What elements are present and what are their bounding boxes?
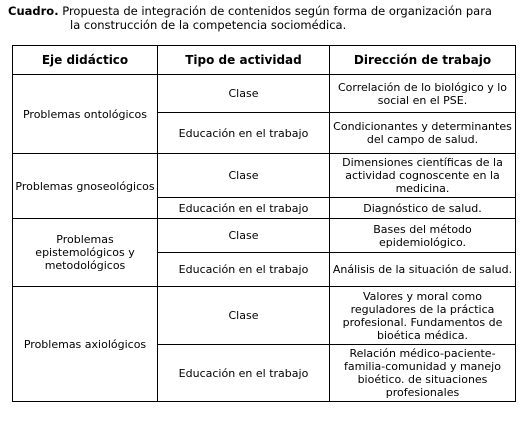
- caption-line1: Propuesta de integración de contenidos según forma de organización para: [58, 4, 492, 18]
- organization-table: [12, 45, 516, 402]
- eje-cell: Problemas gnoseológicos: [13, 154, 158, 219]
- table-row: [13, 287, 516, 345]
- tipo-cell: Educación en el trabajo: [158, 345, 330, 402]
- eje-cell: Problemas axiológicos: [13, 287, 158, 402]
- eje-cell: Problemas ontológicos: [13, 75, 158, 154]
- direccion-cell: Bases del método epidemiológico.: [330, 219, 516, 253]
- tipo-cell: Clase: [158, 75, 330, 113]
- header-eje: Eje didáctico: [13, 46, 158, 75]
- header-row: [13, 46, 516, 75]
- header-direccion: Dirección de trabajo: [330, 46, 516, 75]
- direccion-cell: Análisis de la situación de salud.: [330, 253, 516, 287]
- tipo-cell: Clase: [158, 219, 330, 253]
- header-tipo: Tipo de actividad: [158, 46, 330, 75]
- tipo-cell: Educación en el trabajo: [158, 113, 330, 154]
- table-caption: [8, 4, 523, 32]
- direccion-cell: Relación médico-paciente-familia-comunidad y manejo bioético. de situaciones profesionales: [330, 345, 516, 402]
- caption-line2: la construcción de la competencia sociomédica.: [70, 18, 347, 32]
- direccion-cell: Correlación de lo biológico y lo social en el PSE.: [330, 75, 516, 113]
- table-row: [13, 154, 516, 198]
- tipo-cell: Educación en el trabajo: [158, 198, 330, 219]
- eje-cell: Problemas epistemológicos y metodológicos: [13, 219, 158, 287]
- table-row: [13, 219, 516, 253]
- direccion-cell: Condicionantes y determinantes del campo de salud.: [330, 113, 516, 154]
- direccion-cell: Diagnóstico de salud.: [330, 198, 516, 219]
- tipo-cell: Clase: [158, 154, 330, 198]
- table-row: [13, 75, 516, 113]
- tipo-cell: Clase: [158, 287, 330, 345]
- caption-lead: Cuadro.: [8, 4, 59, 18]
- direccion-cell: Valores y moral como reguladores de la práctica profesional. Fundamentos de bioética médica.: [330, 287, 516, 345]
- direccion-cell: Dimensiones científicas de la actividad cognoscente en la medicina.: [330, 154, 516, 198]
- tipo-cell: Educación en el trabajo: [158, 253, 330, 287]
